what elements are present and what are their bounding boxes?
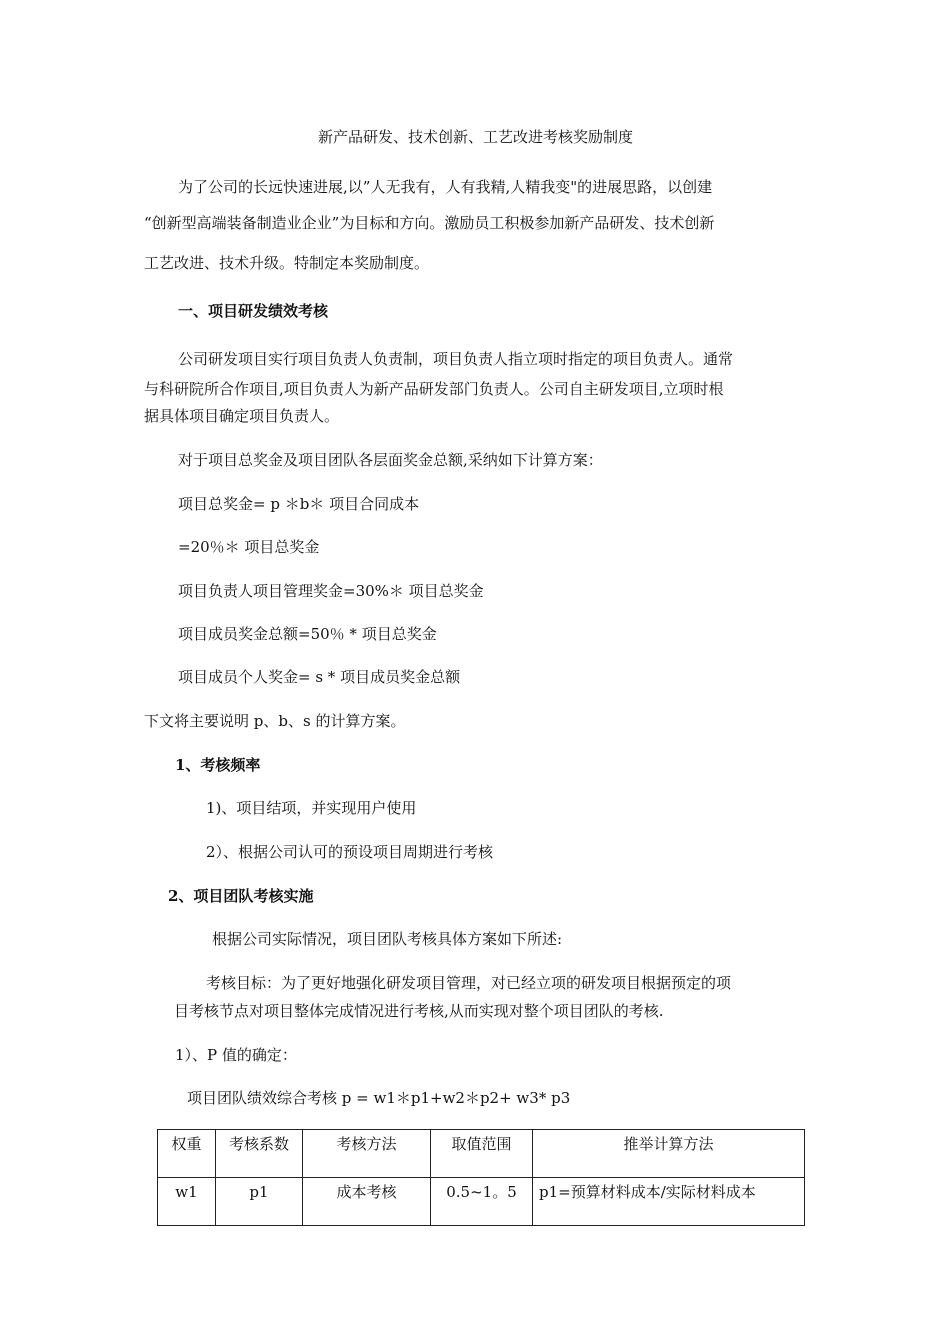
- p-formula: 项目团队绩效综合考核 p = w1＊p1+w2＊p2+ w3* p3: [187, 1089, 571, 1107]
- formula-line-3: 项目负责人项目管理奖金=30%＊ 项目总奖金: [178, 582, 484, 600]
- table-cell: 0.5~1。5: [431, 1178, 533, 1226]
- scheme-intro: 对于项目总奖金及项目团队各层面奖金总额,采纳如下计算方案：: [178, 451, 603, 469]
- sub2-heading: 2、项目团队考核实施: [168, 887, 314, 905]
- table-header-row: [158, 1130, 805, 1178]
- table-cell: w1: [158, 1178, 216, 1226]
- section1-para-line-3: 据具体项目确定项目负责人。: [144, 407, 340, 425]
- table-header-cell: 考核方法: [303, 1130, 431, 1178]
- sub1-item-2: 2）、根据公司认可的预设项目周期进行考核: [206, 843, 494, 861]
- goal-line-2: 目考核节点对项目整体完成情况进行考核,从而实现对整个项目团队的考核.: [174, 1002, 664, 1020]
- table-header-cell: 取值范围: [431, 1130, 533, 1178]
- explain-line: 下文将主要说明 p、b、s 的计算方案。: [144, 712, 406, 730]
- table-header-cell: 权重: [158, 1130, 216, 1178]
- formula-line-4: 项目成员奖金总额=50％ * 项目总奖金: [178, 625, 437, 643]
- goal-line-1: 考核目标：为了更好地强化研发项目管理，对已经立项的研发项目根据预定的项: [206, 974, 732, 992]
- sub1-heading: 1、考核频率: [175, 756, 261, 774]
- formula-line-2: =20％＊ 项目总奖金: [178, 538, 320, 556]
- p-value-heading: 1）、P 值的确定：: [175, 1046, 297, 1064]
- section1-para-line-2: 与科研院所合作项目,项目负责人为新产品研发部门负责人。公司自主研发项目,立项时根: [144, 380, 724, 398]
- formula-line-1: 项目总奖金= p ＊b＊ 项目合同成本: [178, 495, 420, 513]
- table-header-cell: 考核系数: [216, 1130, 303, 1178]
- sub2-line-1: 根据公司实际情况，项目团队考核具体方案如下所述:: [212, 930, 563, 948]
- table-header-cell: 推举计算方法: [533, 1130, 805, 1178]
- formula-line-5: 项目成员个人奖金= s * 项目成员奖金总额: [178, 668, 461, 686]
- intro-line-2: “创新型高端装备制造业企业”为目标和方向。激励员工积极参加新产品研发、技术创新: [144, 214, 715, 232]
- table-cell: 成本考核: [303, 1178, 431, 1226]
- section1-para-line-1: 公司研发项目实行项目负责人负责制，项目负责人指立项时指定的项目负责人。通常: [178, 350, 734, 368]
- section1-heading: 一、项目研发绩效考核: [178, 302, 329, 320]
- table-cell: p1=预算材料成本/实际材料成本: [533, 1178, 805, 1226]
- document-title: 新产品研发、技术创新、工艺改进考核奖励制度: [318, 128, 634, 146]
- intro-line-3: 工艺改进、技术升级。特制定本奖励制度。: [144, 254, 430, 272]
- table-row: [158, 1178, 805, 1226]
- assessment-table: [157, 1129, 805, 1226]
- table-cell: p1: [216, 1178, 303, 1226]
- sub1-item-1: 1)、项目结项，并实现用户使用: [206, 799, 417, 817]
- intro-line-1: 为了公司的长远快速进展,以”人无我有，人有我精,人精我变"的进展思路，以创建: [178, 178, 713, 196]
